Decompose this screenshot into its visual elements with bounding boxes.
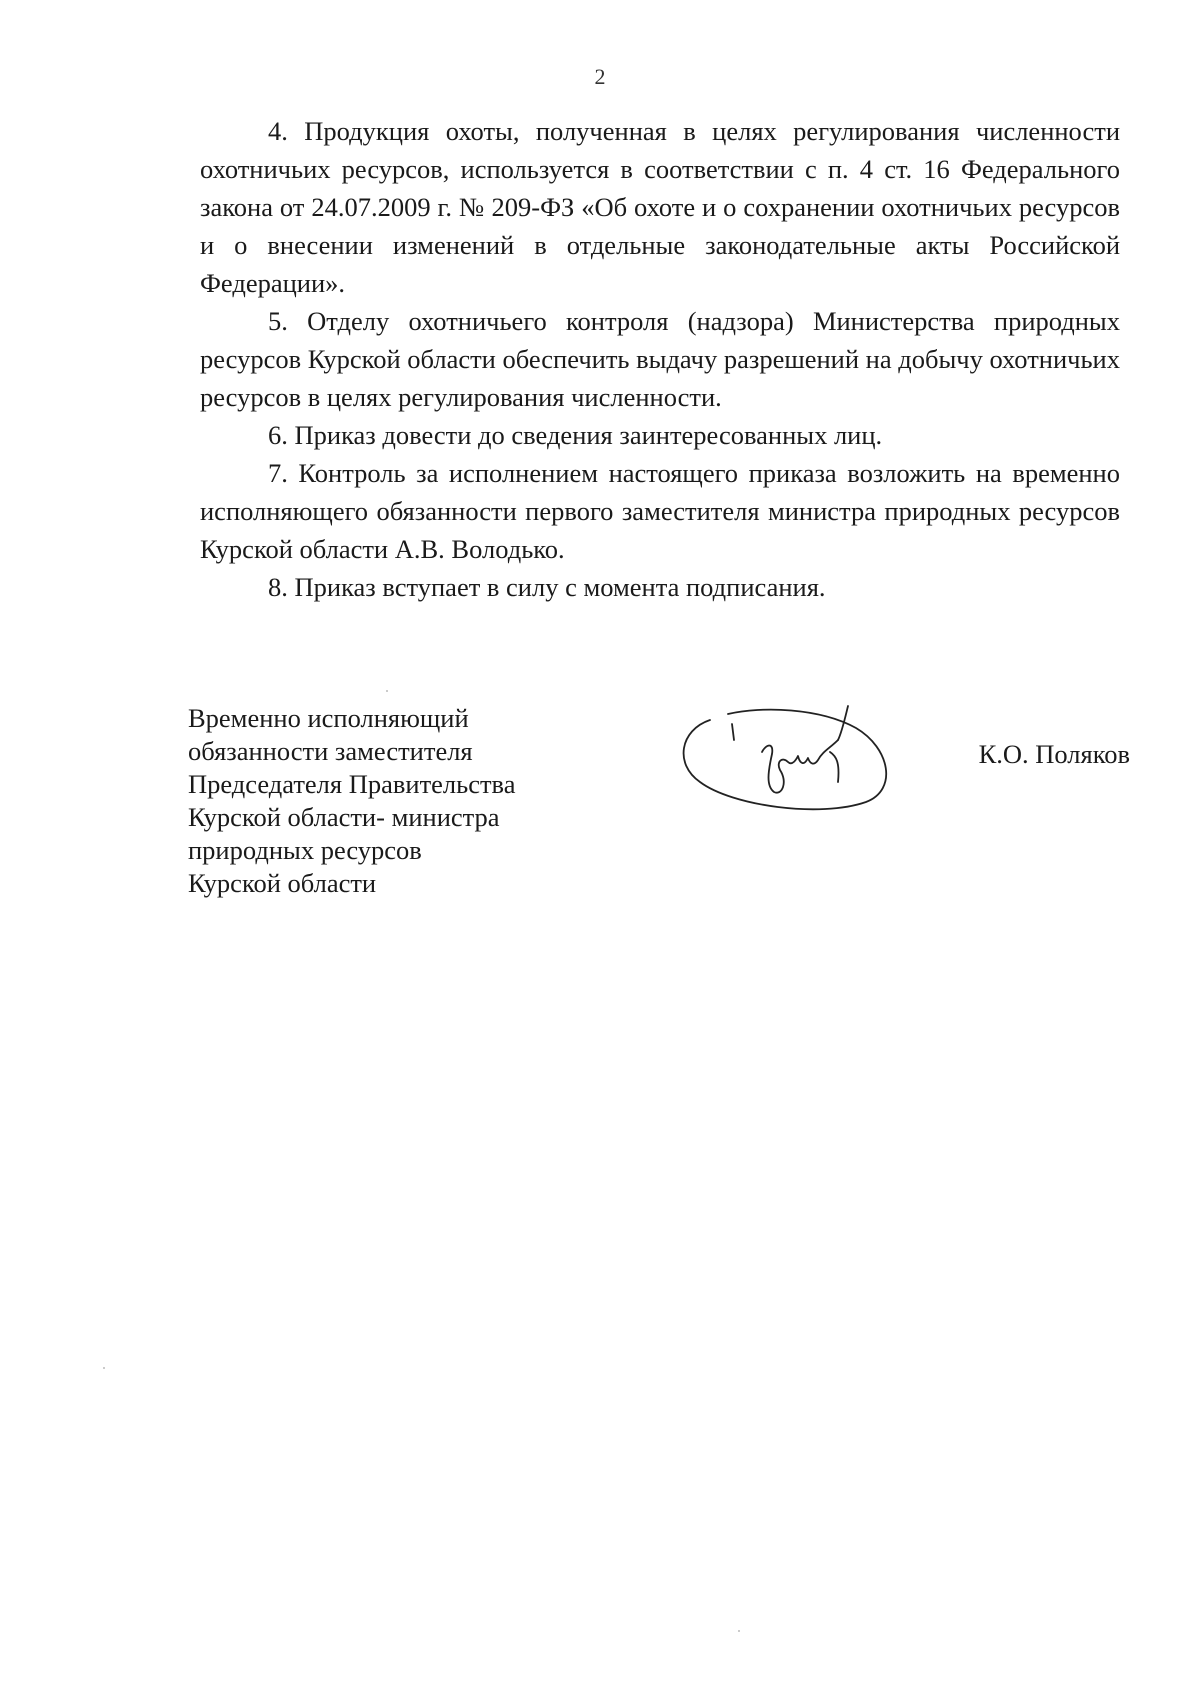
signer-position-line: Временно исполняющий <box>188 703 469 733</box>
paragraph-7: 7. Контроль за исполнением настоящего приказа возложить на временно исполняющего обязанности первого заместителя министра природных ресурсов Курской области А.В. Володько. <box>200 458 1120 564</box>
handwritten-signature <box>670 702 900 832</box>
document-body <box>200 112 1120 606</box>
signer-position-line: обязанности заместителя <box>188 736 473 766</box>
signer-name: К.О. Поляков <box>978 739 1130 769</box>
paragraph-5: 5. Отделу охотничьего контроля (надзора) Министерства природных ресурсов Курской области обеспечить выдачу разрешений на добычу охотничьих ресурсов в целях регулирования численности. <box>200 306 1120 412</box>
signer-position-line: Курской области- министра <box>188 802 500 832</box>
paragraph-6: 6. Приказ довести до сведения заинтересованных лиц. <box>268 420 883 450</box>
signer-position-line: Курской области <box>188 868 377 898</box>
signer-position-line: Председателя Правительства <box>188 769 516 799</box>
paragraph-4: 4. Продукция охоты, полученная в целях регулирования численности охотничьих ресурсов, используется в соответствии с п. 4 ст. 16 Федерального закона от 24.07.2009 г. № 209-ФЗ «Об охоте и о сохранении охотничьих ресурсов и о внесении изменений в отдельные законодательные акты Российской Федерации». <box>200 116 1120 298</box>
signer-position <box>188 702 588 900</box>
scan-speck <box>103 1367 105 1369</box>
signer-position-line: природных ресурсов <box>188 835 422 865</box>
page-number: 2 <box>594 64 606 89</box>
scan-speck <box>386 690 388 692</box>
scan-speck <box>738 1630 740 1632</box>
paragraph-8: 8. Приказ вступает в силу с момента подписания. <box>268 572 826 602</box>
